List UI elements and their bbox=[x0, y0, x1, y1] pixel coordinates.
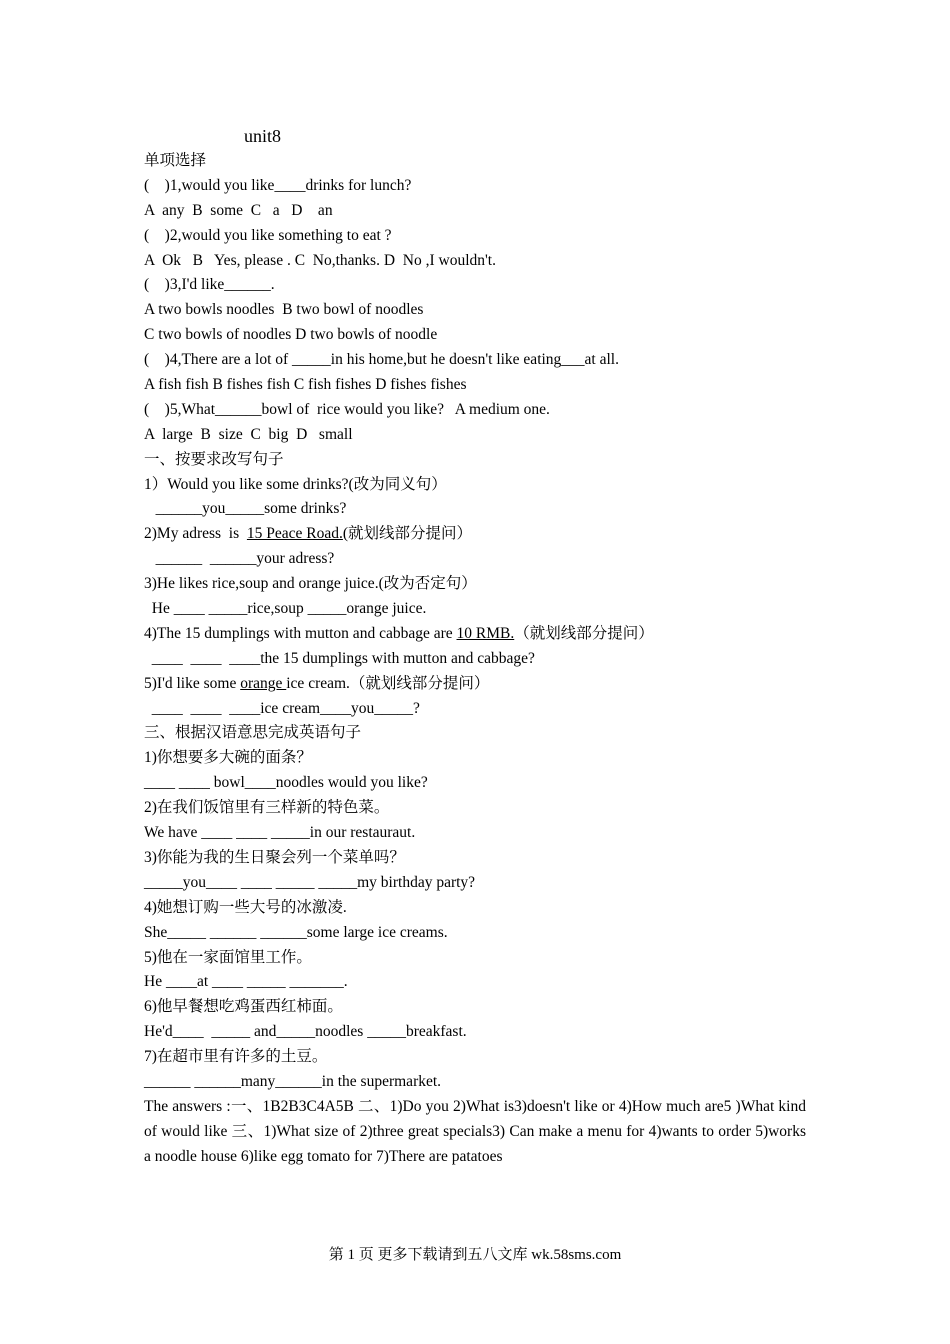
question-1: ( )1,would you like____drinks for lunch? bbox=[144, 176, 412, 194]
rewrite-4-prompt-end: （就划线部分提问） bbox=[514, 624, 654, 642]
rewrite-2-blank: ______ ______your adress? bbox=[144, 550, 335, 568]
rewrite-5-prompt-end: ice cream.（就划线部分提问） bbox=[286, 674, 490, 692]
rewrite-2-prompt-end: (就划线部分提问） bbox=[342, 525, 473, 543]
translate-5-chinese: 5)他在一家面馆里工作。 bbox=[144, 948, 312, 966]
rewrite-5-prompt bbox=[144, 672, 806, 697]
section-heading-rewrite: 一、按要求改写句子 bbox=[144, 450, 284, 468]
rewrite-4-blank: ____ ____ ____the 15 dumplings with mutton and cabbage? bbox=[144, 649, 535, 667]
rewrite-2-prompt-start: 2)My adress is bbox=[144, 525, 247, 543]
translate-6-chinese: 6)他早餐想吃鸡蛋西红柿面。 bbox=[144, 998, 343, 1016]
translate-2-chinese: 2)在我们饭馆里有三样新的特色菜。 bbox=[144, 799, 390, 817]
rewrite-5-underlined: orange bbox=[240, 674, 287, 692]
question-3-options-ab: A two bowls noodles B two bowl of noodles bbox=[144, 301, 424, 319]
rewrite-1-blank: ______you_____some drinks? bbox=[144, 500, 347, 518]
section-heading-multiple-choice: 单项选择 bbox=[144, 152, 207, 169]
translate-7-chinese: 7)在超市里有许多的土豆。 bbox=[144, 1048, 328, 1066]
question-5-options: A large B size C big D small bbox=[144, 425, 353, 443]
question-2: ( )2,would you like something to eat ? bbox=[144, 226, 392, 244]
translate-6-english: He'd____ _____ and_____noodles _____breakfast. bbox=[144, 1023, 467, 1041]
rewrite-3-blank: He ____ _____rice,soup _____orange juice. bbox=[144, 600, 427, 618]
rewrite-4-underlined: 10 RMB. bbox=[456, 624, 515, 642]
translate-3-chinese: 3)你能为我的生日聚会列一个菜单吗？ bbox=[144, 848, 405, 866]
rewrite-3-prompt: 3)He likes rice,soup and orange juice.(改为否定句） bbox=[144, 575, 477, 593]
question-4-options: A fish fish B fishes fish C fish fishes D fishes fishes bbox=[144, 376, 467, 394]
translate-4-english: She_____ ______ ______some large ice creams. bbox=[144, 923, 448, 941]
translate-5-english: He ____at ____ _____ _______. bbox=[144, 973, 348, 991]
translate-4-chinese: 4)她想订购一些大号的冰激凌. bbox=[144, 898, 347, 916]
rewrite-1-prompt: 1）Would you like some drinks?(改为同义句） bbox=[144, 475, 447, 493]
question-3-options-cd: C two bowls of noodles D two bowls of noodle bbox=[144, 326, 438, 344]
translate-1-chinese: 1)你想要多大碗的面条？ bbox=[144, 749, 312, 767]
rewrite-4-prompt-start: 4)The 15 dumplings with mutton and cabbage are bbox=[144, 624, 457, 642]
answer-key: The answers :一、1B2B3C4A5B 二、1)Do you 2)What is3)doesn't like or 4)How much are5 )What kind of would like 三、1)What size of 2)three great specials3) Can make a menu for 4)wants to order 5)works a noodle house 6)like egg tomato for 7)There are patatoes bbox=[144, 1098, 806, 1165]
translate-1-english: ____ ____ bowl____noodles would you like? bbox=[144, 774, 428, 792]
question-4: ( )4,There are a lot of _____in his home,but he doesn't like eating___at all. bbox=[144, 351, 619, 369]
rewrite-2-prompt bbox=[144, 522, 806, 547]
question-2-options: A Ok B Yes, please . C No,thanks. D No ,I wouldn't. bbox=[144, 251, 496, 269]
rewrite-4-prompt bbox=[144, 622, 806, 647]
section-heading-translate: 三、根据汉语意思完成英语句子 bbox=[144, 724, 362, 742]
rewrite-5-prompt-start: 5)I'd like some bbox=[144, 674, 241, 692]
question-5: ( )5,What______bowl of rice would you like? A medium one. bbox=[144, 400, 550, 418]
rewrite-2-underlined: 15 Peace Road. bbox=[246, 525, 343, 543]
page-footer: 第 1 页 更多下载请到五八文库 wk.58sms.com bbox=[328, 1247, 622, 1263]
translate-3-english: _____you____ ____ _____ _____my birthday party? bbox=[144, 873, 476, 891]
translate-2-english: We have ____ ____ _____in our restauraut. bbox=[144, 824, 416, 842]
translate-7-english: ______ ______many______in the supermarket. bbox=[144, 1072, 442, 1090]
question-3: ( )3,I'd like______. bbox=[144, 276, 275, 294]
document-body bbox=[144, 149, 806, 1095]
document-title: unit8 bbox=[244, 126, 282, 146]
rewrite-5-blank: ____ ____ ____ice cream____you_____? bbox=[144, 699, 420, 717]
question-1-options: A any B some C a D an bbox=[144, 201, 333, 219]
